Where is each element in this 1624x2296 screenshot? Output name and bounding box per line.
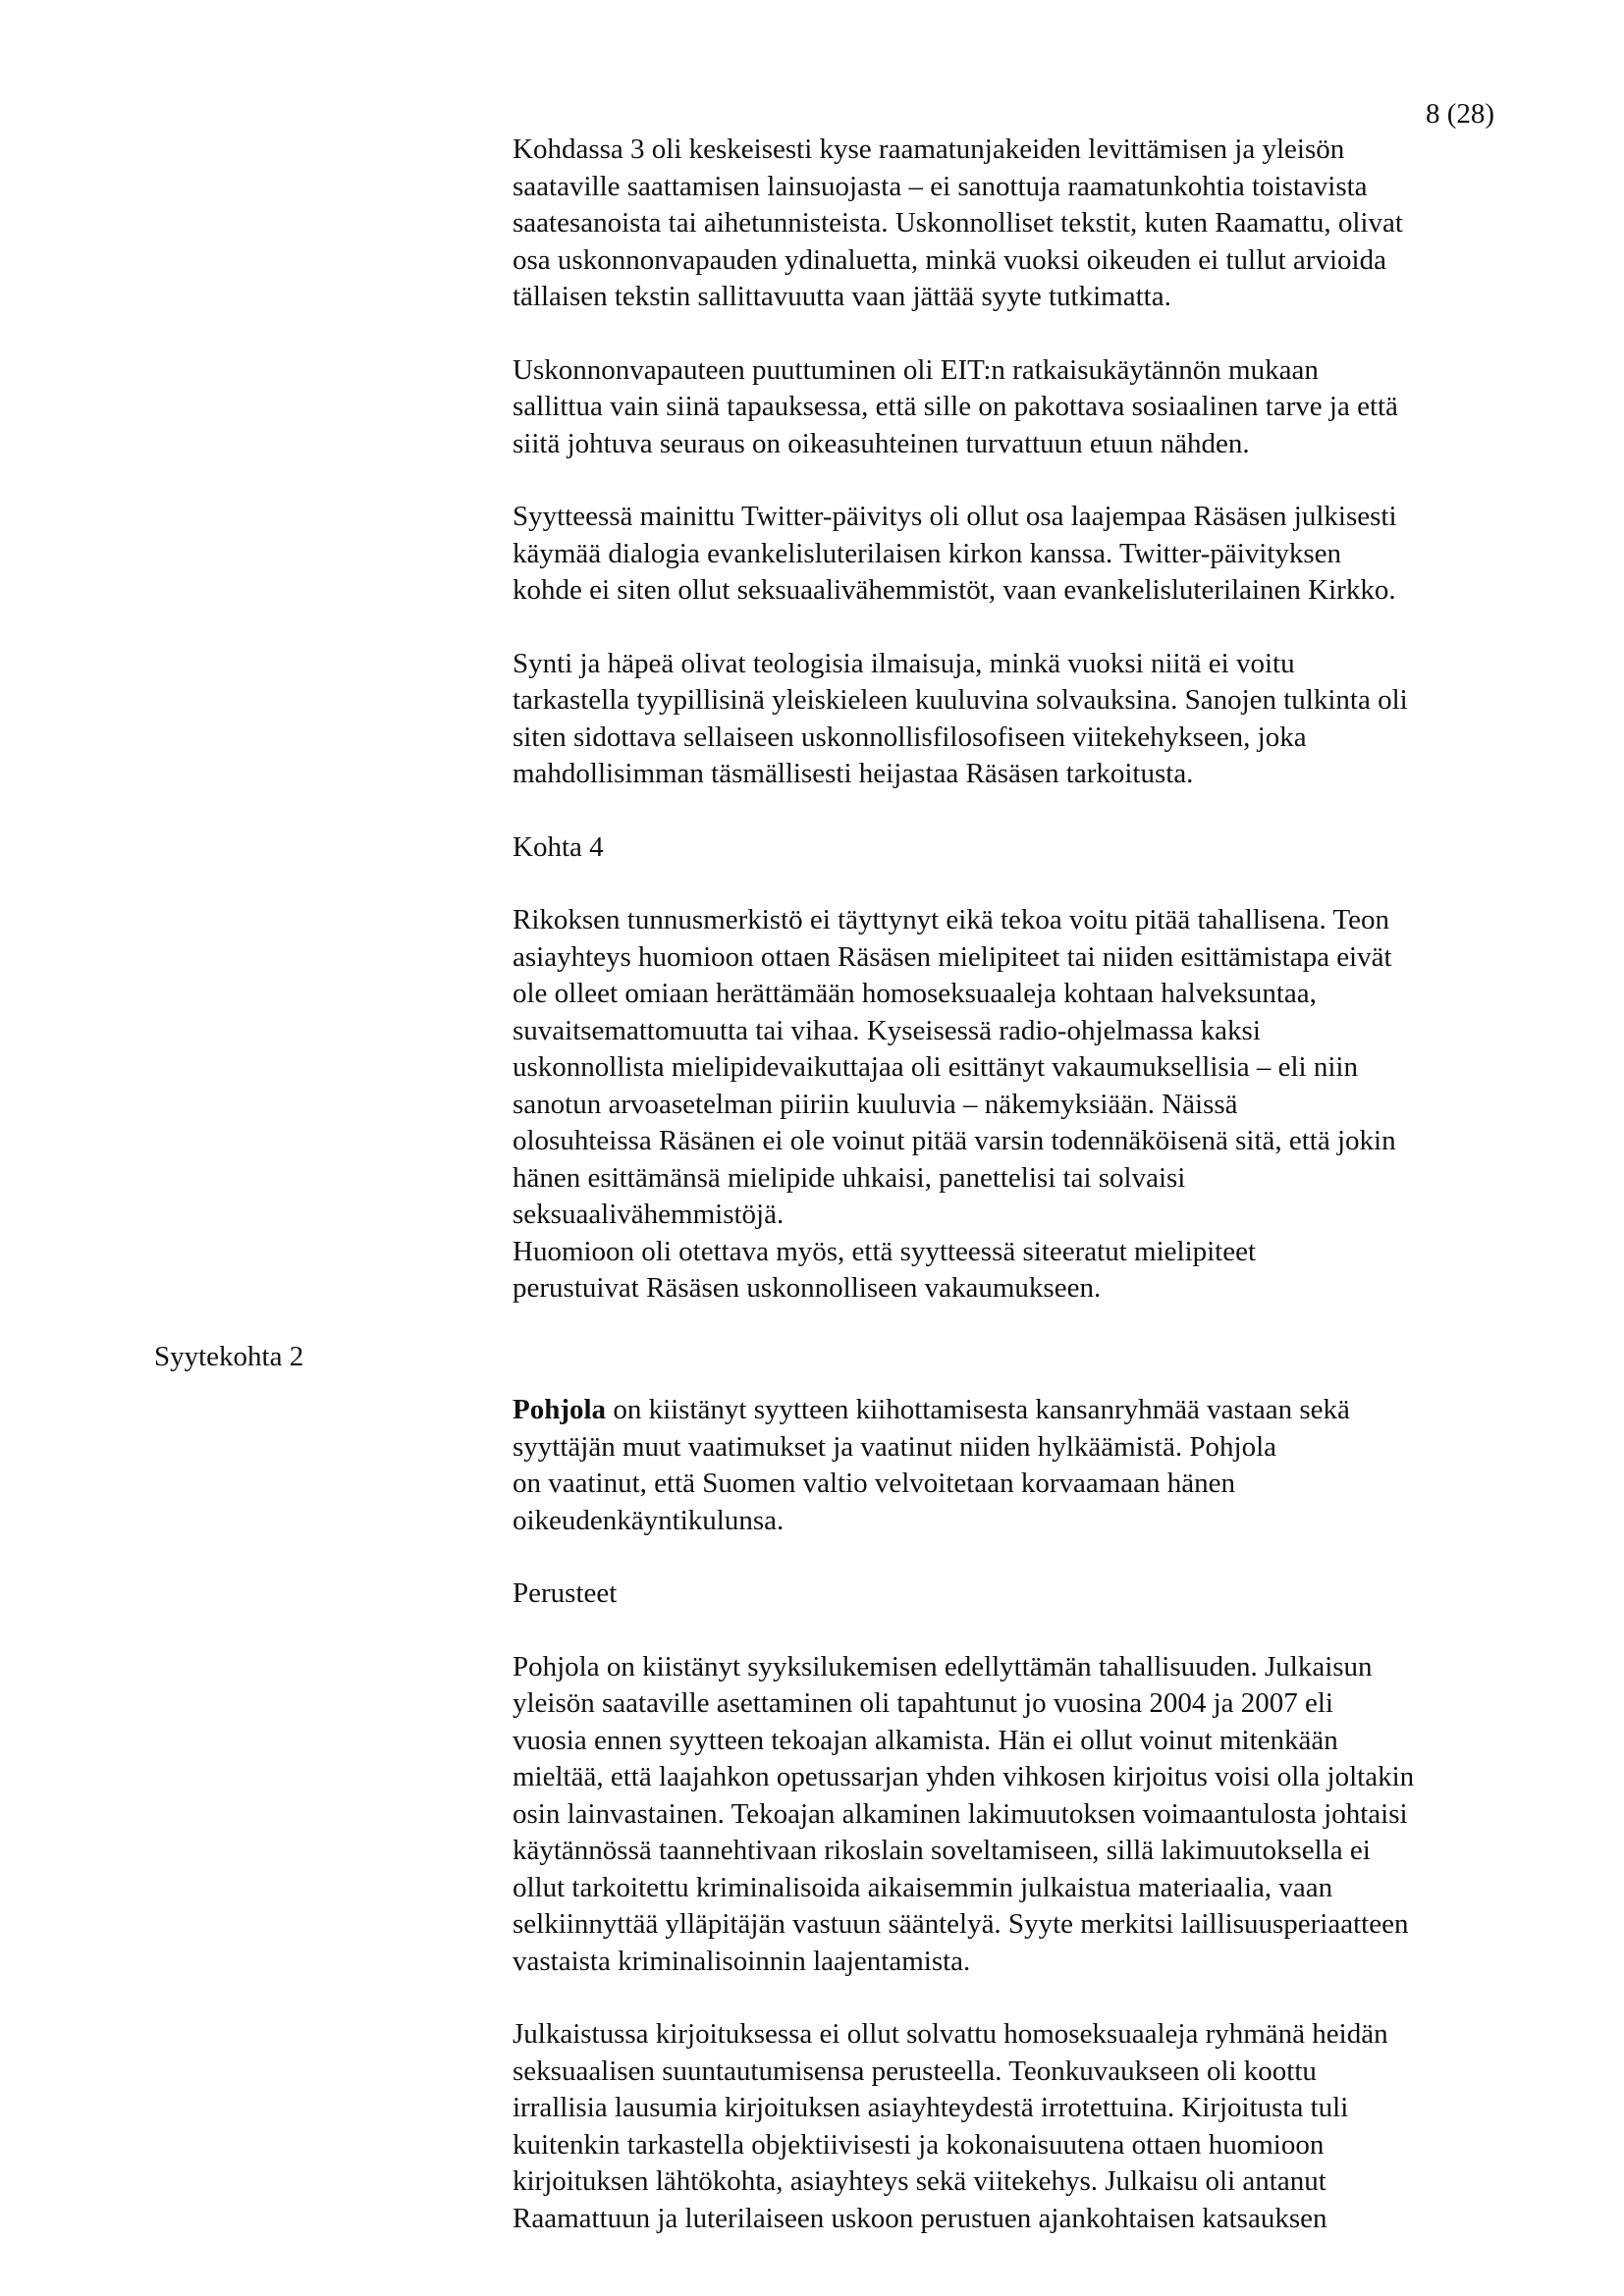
section2-text-column [513, 1392, 1573, 2237]
paragraph-publication-context: Julkaistussa kirjoituksessa ei ollut solvattu homoseksuaaleja ryhmänä heidän seksuaalisen suuntautumisensa perusteella. Teonkuvaukseen oli koottu irrallisia lausumia kirjoituksen asiayhteydestä irrotettuina. Kirjoitusta tuli kuitenkin tarkastella objektiivisesti ja kokonaisuutena ottaen huomioon kirjoituksen lähtökohta, asiayhteys sekä viitekehys. Julkaisu oli antanut Raamattuun ja luterilaiseen uskoon perustuen ajankohtaisen katsauksen [513, 2018, 1388, 2234]
heading-kohta-4: Kohta 4 [513, 830, 604, 863]
defendant-name: Pohjola [513, 1394, 607, 1425]
page-number: 8 (28) [1426, 98, 1495, 130]
upper-text-column [513, 132, 1573, 1308]
paragraph-intent-dispute: Pohjola on kiistänyt syyksilukemisen edellyttämän tahallisuuden. Julkaisun yleisön saataville asettaminen oli tapahtunut jo vuosina 2004 ja 2007 eli vuosia ennen syytteen tekoajan alkamista. Hän ei ollut voinut mitenkään mieltää, että laajahkon opetussarjan yhden vihkosen kirjoitus voisi olla joltakin osin lainvastainen. Tekoajan alkaminen lakimuutoksen voimaantulosta johtaisi käytännössä taannehtivaan rikoslain soveltamiseen, sillä lakimuutoksella ei ollut tarkoitettu kriminalisoida aikaisemmin julkaistua materiaalia, vaan selkiinnyttää ylläpitäjän vastuun sääntelyä. Syyte merkitsi laillisuusperiaatteen vastaista kriminalisoinnin laajentamista. [513, 1650, 1415, 1977]
paragraph-pohjola-claims-text: on kiistänyt syytteen kiihottamisesta kansanryhmää vastaan sekä syyttäjän muut vaatimukset ja vaatinut niiden hylkäämistä. Pohjola on vaatinut, että Suomen valtio velvoitetaan korvaamaan hänen oikeudenkäyntikulunsa. [513, 1394, 1350, 1536]
paragraph-kohta3-scope: Kohdassa 3 oli keskeisesti kyse raamatunjakeiden levittämisen ja yleisön saataville saattamisen lainsuojasta – ei sanottuja raamatunkohtia toistavista saatesanoista tai aihetunnisteista. Uskonnolliset tekstit, kuten Raamattu, olivat osa uskonnonvapauden ydinaluetta, minkä vuoksi oikeuden ei tullut arvioida tällaisen tekstin sallittavuutta vaan jättää syyte tutkimatta. [513, 133, 1403, 312]
paragraph-pohjola-claims [513, 1392, 1573, 1539]
side-heading-syytekohta-2: Syytekohta 2 [154, 1341, 304, 1372]
paragraph-twitter-update: Syytteessä mainittu Twitter-päivitys oli ollut osa laajempaa Räsäsen julkisesti käymää dialogia evankelisluterilaisen kirkon kanssa. Twitter-päivityksen kohde ei siten ollut seksuaalivähemmistöt, vaan evankelisluterilainen Kirkko. [513, 501, 1397, 606]
heading-perusteet: Perusteet [513, 1577, 618, 1609]
paragraph-kohta4-body: Rikoksen tunnusmerkistö ei täyttynyt eikä tekoa voitu pitää tahallisena. Teon asiayhteys huomioon ottaen Räsäsen mielipiteet tai niiden esittämistapa eivät ole olleet omiaan herättämään homoseksuaaleja kohtaan halveksuntaa, suvaitsemattomuutta tai vihaa. Kyseisessä radio-ohjelmassa kaksi uskonnollista mielipidevaikuttajaa oli esittänyt vakaumuksellisia – eli niin sanotun arvoasetelman piiriin kuuluvia – näkemyksiään. Näissä olosuhteissa Räsänen ei ole voinut pitää varsin todennäköisenä sitä, että jokin hänen esittämänsä mielipide uhkaisi, panettelisi tai solvaisi seksuaalivähemmistöjä. Huomioon oli otettava myös, että syytteessä siteeratut mielipiteet perustuivat Räsäsen uskonnolliseen vakaumukseen. [513, 904, 1396, 1304]
paragraph-religious-freedom: Uskonnonvapauteen puuttuminen oli EIT:n ratkaisukäytännön mukaan sallittua vain siinä tapauksessa, että sille on pakottava sosiaalinen tarve ja että siitä johtuva seuraus on oikeasuhteinen turvattuun etuun nähden. [513, 353, 1398, 459]
paragraph-sin-and-shame: Synti ja häpeä olivat teologisia ilmaisuja, minkä vuoksi niitä ei voitu tarkastella tyypillisinä yleiskieleen kuuluvina solvauksina. Sanojen tulkinta oli siten sidottava sellaiseen uskonnollisfilosofiseen viitekehykseen, joka mahdollisimman täsmällisesti heijastaa Räsäsen tarkoitusta. [513, 647, 1408, 789]
